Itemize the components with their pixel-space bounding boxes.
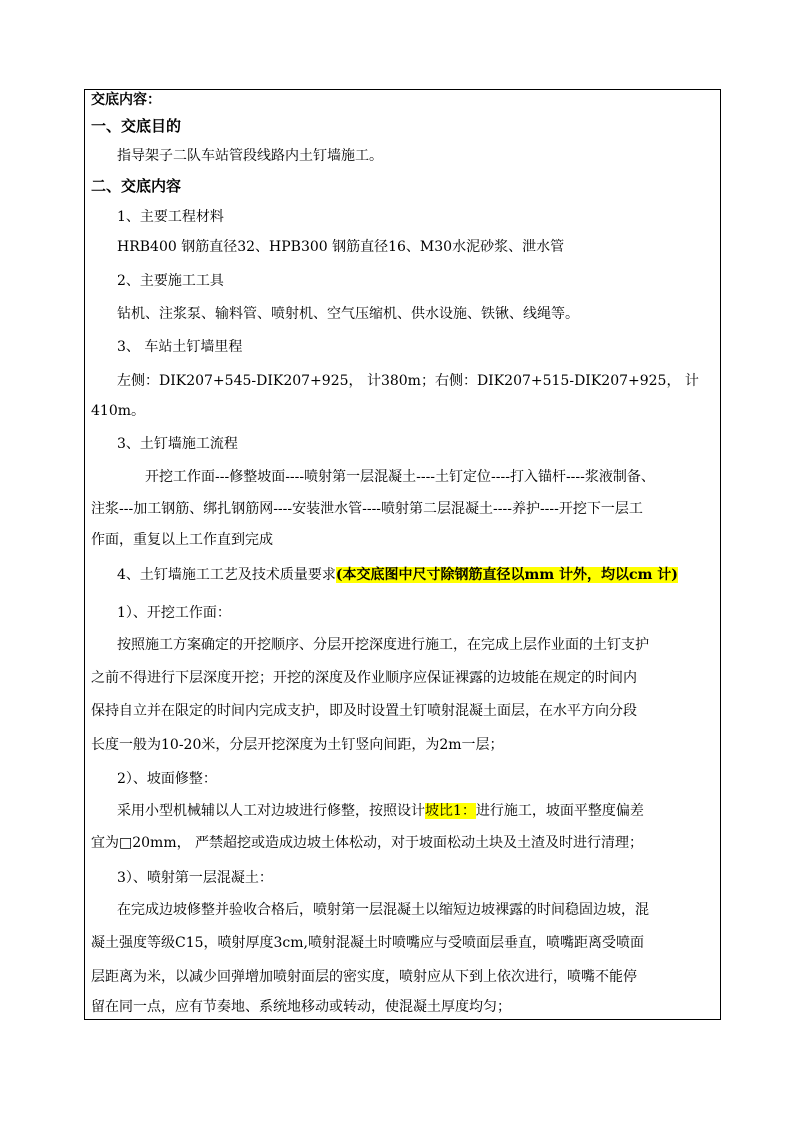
sub-3-para-line-4: 留在同一点，应有节奏地、系统地移动或转动，使混凝土厚度均匀； bbox=[91, 999, 511, 1015]
flow-line-1: 开挖工作面---修整坡面----喷射第一层混凝土----土钉定位----打入锚杆----浆液制备、 bbox=[145, 469, 655, 485]
section-1-title: 一、交底目的 bbox=[91, 117, 182, 135]
item-2-body: 钻机、注浆泵、输料管、喷射机、空气压缩机、供水设施、铁锹、线绳等。 bbox=[117, 306, 579, 322]
sub-3-para-line-1: 在完成边坡修整并验收合格后，喷射第一层混凝土以缩短边坡裸露的时间稳固边坡，混 bbox=[117, 902, 649, 918]
item-4-line bbox=[117, 565, 678, 585]
flow-line-3: 作面，重复以上工作直到完成 bbox=[91, 532, 273, 548]
item-1-title: 1、主要工程材料 bbox=[117, 209, 224, 225]
sub-1-para-line-1: 按照施工方案确定的开挖顺序、分层开挖深度进行施工，在完成上层作业面的土钉支护 bbox=[117, 637, 649, 653]
sub-1-title: 1）、开挖工作面： bbox=[117, 605, 231, 621]
sub-3-para-line-3: 层距离为米，以减少回弹增加喷射面层的密实度，喷射应从下到上依次进行，喷嘴不能停 bbox=[91, 969, 637, 985]
item-1-body: HRB400 钢筋直径32、HPB300 钢筋直径16、M30水泥砂浆、泄水管 bbox=[117, 239, 565, 255]
item-4-title: 4、土钉墙施工工艺及技术质量要求 bbox=[117, 567, 336, 583]
sub-1-para-line-3: 保持自立并在限定的时间内完成支护，即及时设置土钉喷射混凝土面层，在水平方向分段 bbox=[91, 703, 637, 719]
header-label: 交底内容： bbox=[91, 92, 161, 108]
sub-1-para-line-2: 之前不得进行下层深度开挖；开挖的深度及作业顺序应保证裸露的边坡能在规定的时间内 bbox=[91, 670, 637, 686]
item-3-title: 3、 车站土钉墙里程 bbox=[117, 339, 243, 355]
sub-2-para-line-1 bbox=[117, 801, 644, 821]
document-content-box bbox=[84, 89, 721, 1020]
sub-2-para-part-b: 进行施工，坡面平整度偏差 bbox=[475, 803, 644, 819]
item-4-note-highlight: (本交底图中尺寸除钢筋直径以mm 计外，均以cm 计) bbox=[335, 567, 678, 583]
item-3-body-line-2: 410m。 bbox=[91, 403, 145, 419]
sub-2-para-part-a: 采用小型机械辅以人工对边坡进行修整，按照设计 bbox=[117, 803, 425, 819]
sub-1-para-line-4: 长度一般为10-20米，分层开挖深度为土钉竖向间距，为2m一层； bbox=[91, 737, 504, 753]
sub-3-title: 3）、喷射第一层混凝土： bbox=[117, 870, 273, 886]
flow-line-2: 注浆---加工钢筋、绑扎钢筋网----安装泄水管----喷射第二层混凝土----养护----开挖下一层工 bbox=[91, 501, 643, 517]
slope-ratio-highlight: 坡比1： bbox=[425, 803, 476, 819]
item-2-title: 2、主要施工工具 bbox=[117, 273, 224, 289]
sub-2-title: 2）、坡面修整： bbox=[117, 771, 217, 787]
item-3b-title: 3、土钉墙施工流程 bbox=[117, 436, 238, 452]
item-3-body-line-1: 左侧：DIK207+545-DIK207+925， 计380m；右侧：DIK207+515-DIK207+925， 计 bbox=[117, 373, 699, 389]
sub-3-para-line-2: 凝土强度等级C15，喷射厚度3cm,喷射混凝土时喷嘴应与受喷面层垂直，喷嘴距离受喷面 bbox=[91, 935, 644, 951]
section-1-body: 指导架子二队车站管段线路内土钉墙施工。 bbox=[117, 148, 383, 164]
sub-2-para-line-2: 宜为□20mm， 严禁超挖或造成边坡土体松动，对于坡面松动土块及土渣及时进行清理； bbox=[91, 835, 644, 851]
section-2-title: 二、交底内容 bbox=[91, 177, 182, 195]
